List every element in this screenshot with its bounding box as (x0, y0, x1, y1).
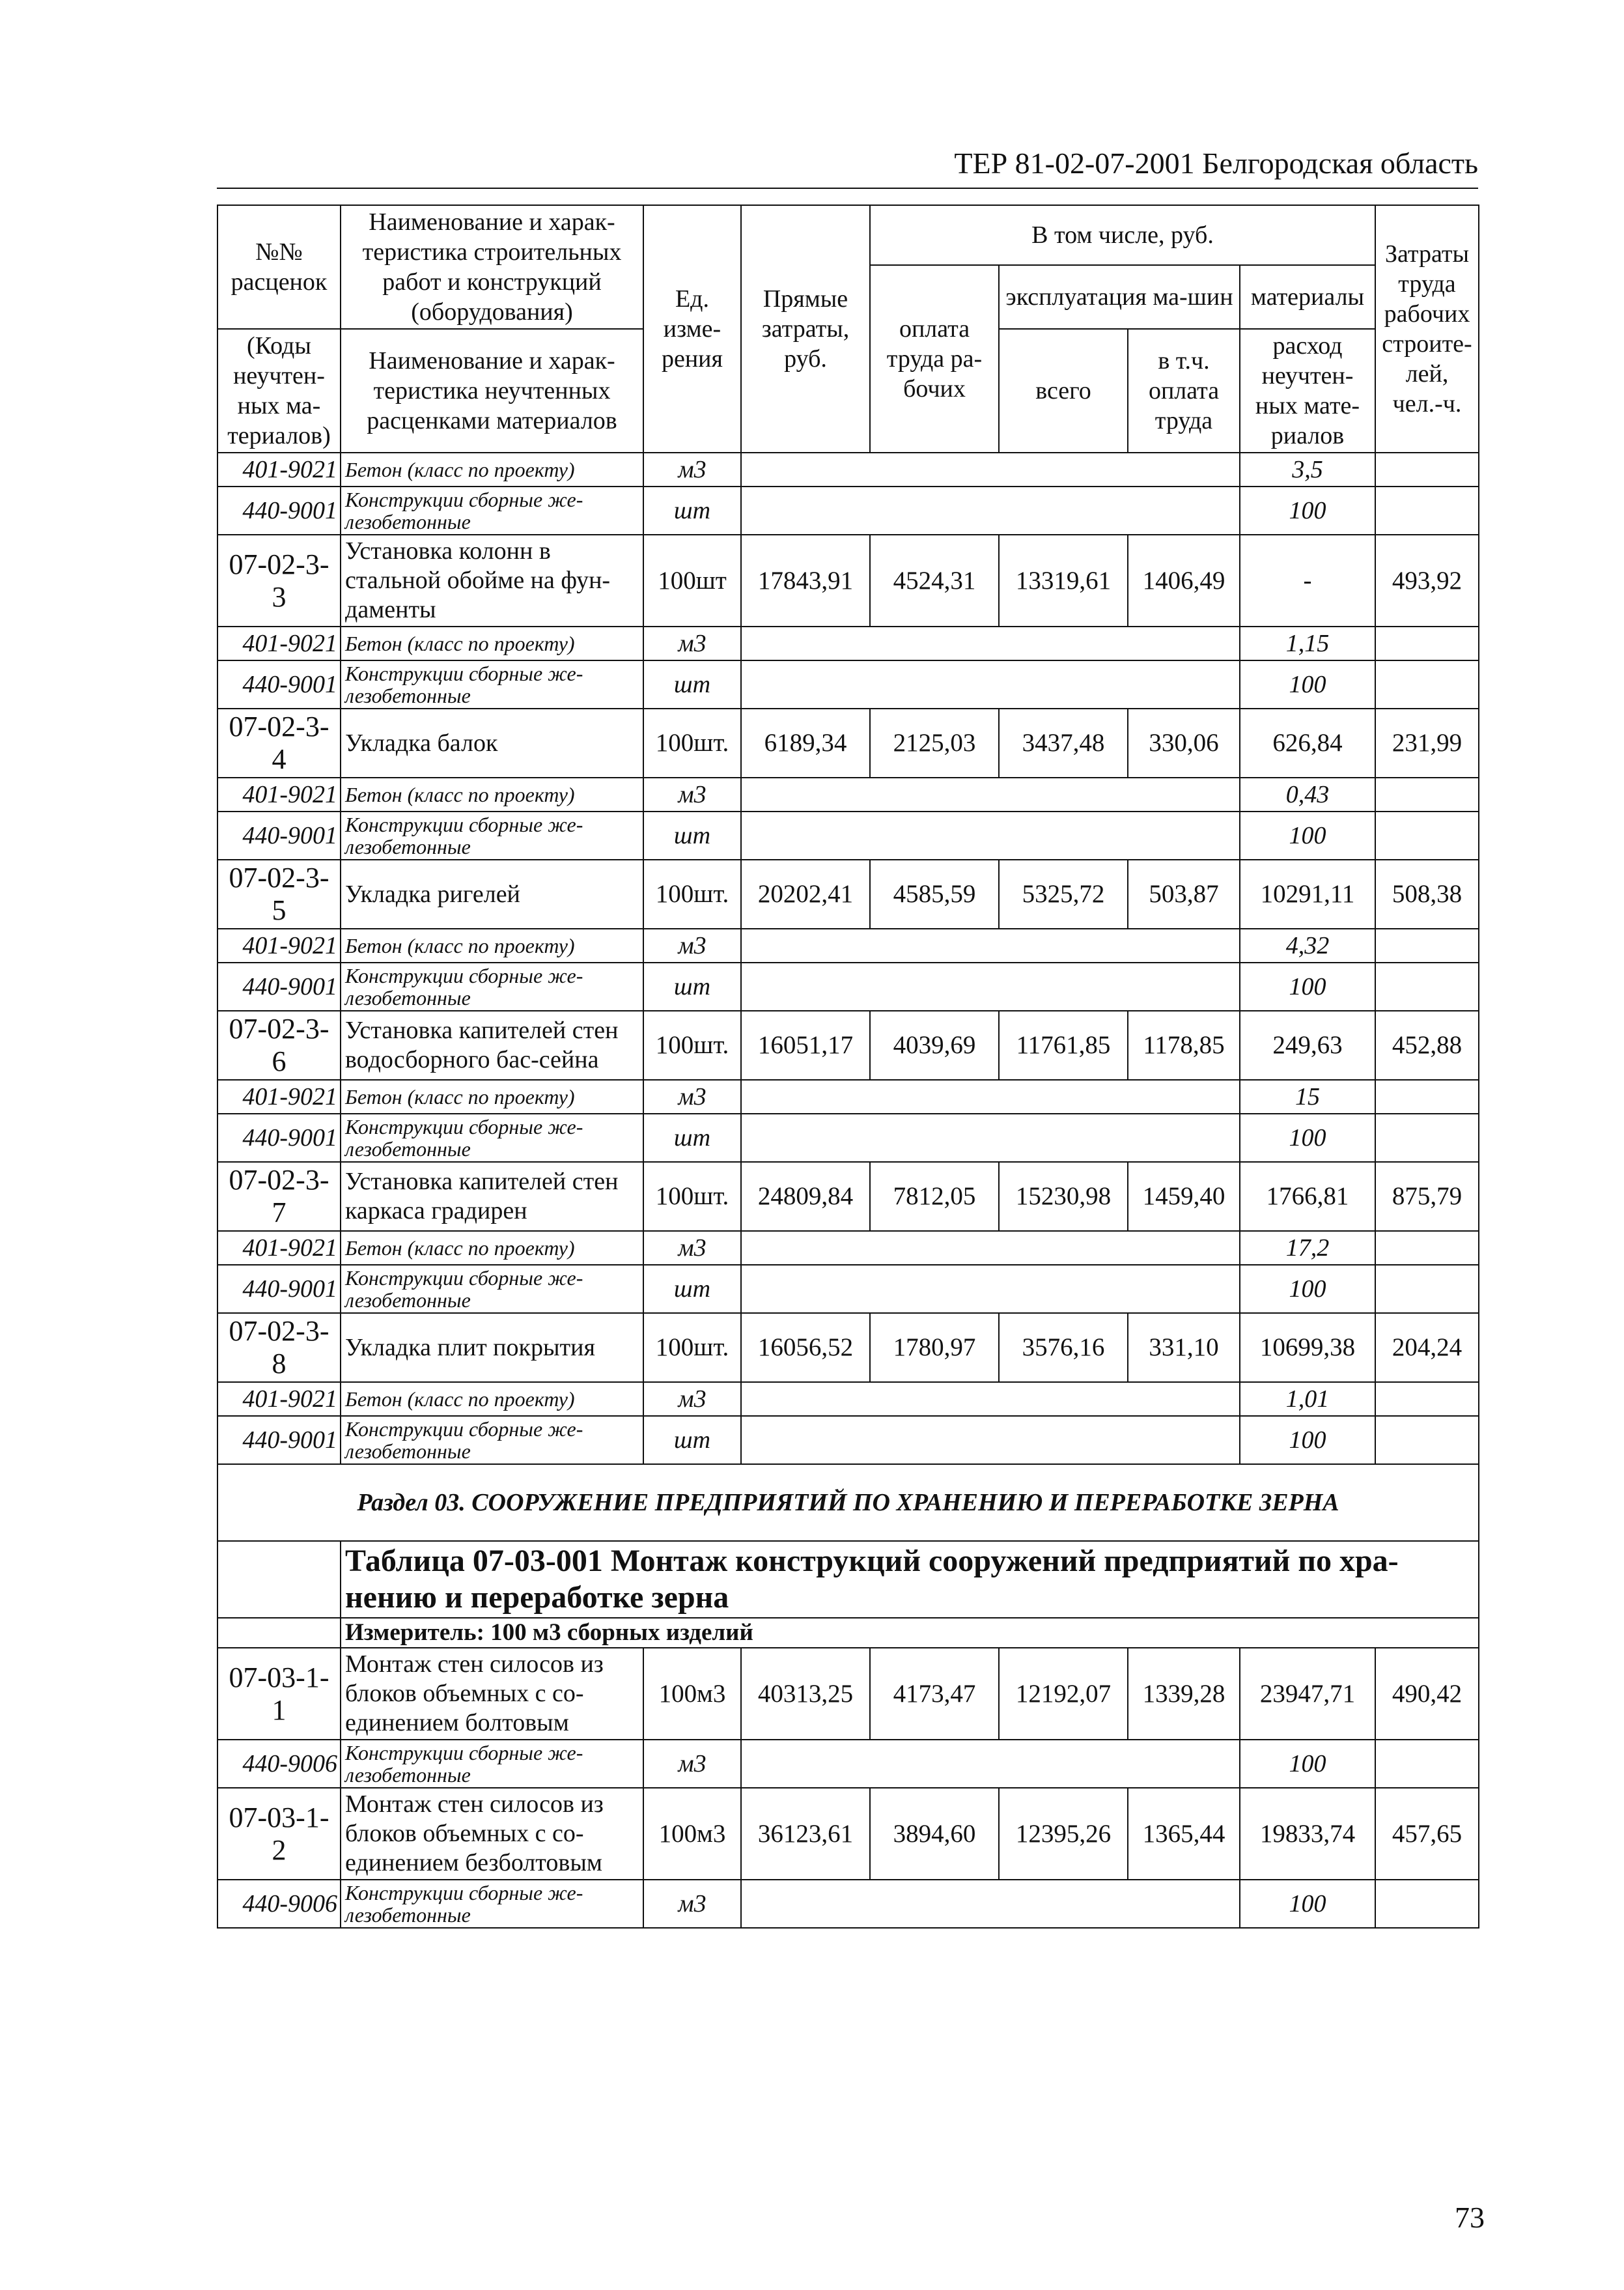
material-unit: шт (643, 487, 741, 535)
material-quantity: 100 (1240, 660, 1375, 709)
material-name: Бетон (класс по проекту) (341, 1080, 643, 1114)
rate-direct-cost: 16056,52 (741, 1313, 870, 1382)
material-code: 440-9001 (217, 963, 341, 1011)
rate-materials-cost: 19833,74 (1240, 1788, 1375, 1880)
material-quantity: 100 (1240, 1740, 1375, 1788)
material-workers-empty (1375, 453, 1479, 487)
material-empty-span (741, 1382, 1240, 1416)
material-quantity: 100 (1240, 487, 1375, 535)
rate-code: 07-02-3-8 (217, 1313, 341, 1382)
material-unit: м3 (643, 1382, 741, 1416)
material-row (217, 963, 1479, 1011)
rate-workers-hours: 508,38 (1375, 860, 1479, 929)
material-name: Конструкции сборные же-лезобетонные (341, 1880, 643, 1928)
material-name: Бетон (класс по проекту) (341, 1382, 643, 1416)
material-row (217, 1114, 1479, 1162)
material-unit: м3 (643, 453, 741, 487)
material-code: 440-9006 (217, 1880, 341, 1928)
rate-workers-hours: 231,99 (1375, 709, 1479, 778)
rate-row (217, 709, 1479, 778)
rate-machine-cost: 11761,85 (999, 1011, 1128, 1080)
col-labor-header: оплата труда ра-бочих (870, 265, 999, 453)
material-name: Конструкции сборные же-лезобетонные (341, 487, 643, 535)
material-workers-empty (1375, 1880, 1479, 1928)
material-row (217, 1740, 1479, 1788)
material-name: Конструкции сборные же-лезобетонные (341, 1265, 643, 1313)
material-name: Бетон (класс по проекту) (341, 627, 643, 660)
material-code: 401-9021 (217, 929, 341, 963)
rate-direct-cost: 24809,84 (741, 1162, 870, 1231)
material-row (217, 1416, 1479, 1464)
rates-table (217, 205, 1479, 1929)
material-row (217, 812, 1479, 860)
rate-unit: 100шт. (643, 1162, 741, 1231)
material-empty-span (741, 929, 1240, 963)
material-workers-empty (1375, 929, 1479, 963)
rate-materials-cost: 1766,81 (1240, 1162, 1375, 1231)
material-workers-empty (1375, 1740, 1479, 1788)
rate-machine-cost: 13319,61 (999, 535, 1128, 627)
rate-direct-cost: 16051,17 (741, 1011, 870, 1080)
material-workers-empty (1375, 963, 1479, 1011)
rate-materials-cost: 10699,38 (1240, 1313, 1375, 1382)
material-row (217, 778, 1479, 812)
material-row (217, 1382, 1479, 1416)
material-code: 440-9001 (217, 1265, 341, 1313)
rate-unit: 100шт. (643, 1313, 741, 1382)
material-name: Конструкции сборные же-лезобетонные (341, 1114, 643, 1162)
rate-row (217, 1162, 1479, 1231)
rate-name: Укладка балок (341, 709, 643, 778)
rate-materials-cost: 10291,11 (1240, 860, 1375, 929)
section-title: Раздел 03. СООРУЖЕНИЕ ПРЕДПРИЯТИЙ ПО ХРАНЕНИЮ И ПЕРЕРАБОТКЕ ЗЕРНА (217, 1464, 1479, 1541)
material-empty-span (741, 778, 1240, 812)
material-workers-empty (1375, 778, 1479, 812)
col-machines-labor-header: в т.ч. оплата труда (1128, 329, 1240, 453)
table-title: Таблица 07-03-001 Монтаж конструкций сооружений предприятий по хра-нению и переработке зерна (341, 1541, 1479, 1618)
rate-workers-hours: 457,65 (1375, 1788, 1479, 1880)
col-materials-sub-header: расход неучтен-ных мате-риалов (1240, 329, 1375, 453)
rate-labor-cost: 3894,60 (870, 1788, 999, 1880)
rate-row (217, 860, 1479, 929)
material-row (217, 1231, 1479, 1265)
material-unit: м3 (643, 1740, 741, 1788)
material-name: Конструкции сборные же-лезобетонные (341, 660, 643, 709)
material-name: Бетон (класс по проекту) (341, 778, 643, 812)
material-unit: м3 (643, 929, 741, 963)
material-empty-span (741, 660, 1240, 709)
material-unit: м3 (643, 778, 741, 812)
material-quantity: 17,2 (1240, 1231, 1375, 1265)
rate-name: Монтаж стен силосов из блоков объемных с со-единением безболтовым (341, 1788, 643, 1880)
rate-machine-labor-cost: 1178,85 (1128, 1011, 1240, 1080)
material-quantity: 100 (1240, 1416, 1375, 1464)
rate-code: 07-02-3-7 (217, 1162, 341, 1231)
material-empty-span (741, 453, 1240, 487)
measure-empty (217, 1618, 341, 1648)
material-row (217, 660, 1479, 709)
rate-code: 07-02-3-4 (217, 709, 341, 778)
material-unit: м3 (643, 1080, 741, 1114)
material-empty-span (741, 1265, 1240, 1313)
material-row (217, 453, 1479, 487)
material-empty-span (741, 1416, 1240, 1464)
rate-machine-labor-cost: 330,06 (1128, 709, 1240, 778)
material-name: Конструкции сборные же-лезобетонные (341, 963, 643, 1011)
material-name: Бетон (класс по проекту) (341, 929, 643, 963)
material-unit: шт (643, 1416, 741, 1464)
rate-row (217, 1788, 1479, 1880)
material-row (217, 1080, 1479, 1114)
material-empty-span (741, 963, 1240, 1011)
material-name: Конструкции сборные же-лезобетонные (341, 1416, 643, 1464)
rate-workers-hours: 452,88 (1375, 1011, 1479, 1080)
col-name-header: Наименование и харак-теристика строительных работ и конструкций (оборудования) (341, 205, 643, 329)
material-empty-span (741, 1231, 1240, 1265)
material-workers-empty (1375, 1382, 1479, 1416)
material-workers-empty (1375, 812, 1479, 860)
material-code: 440-9001 (217, 812, 341, 860)
material-quantity: 100 (1240, 1880, 1375, 1928)
rate-direct-cost: 40313,25 (741, 1648, 870, 1740)
material-code: 440-9006 (217, 1740, 341, 1788)
material-code: 401-9021 (217, 778, 341, 812)
material-workers-empty (1375, 1114, 1479, 1162)
material-quantity: 15 (1240, 1080, 1375, 1114)
rate-name: Установка колонн в стальной обойме на фун-даменты (341, 535, 643, 627)
header-row-1 (217, 205, 1479, 265)
measure-text: Измеритель: 100 м3 сборных изделий (341, 1618, 1479, 1648)
rate-machine-labor-cost: 503,87 (1128, 860, 1240, 929)
material-code: 401-9021 (217, 1382, 341, 1416)
table-title-empty (217, 1541, 341, 1618)
rate-labor-cost: 2125,03 (870, 709, 999, 778)
rate-labor-cost: 7812,05 (870, 1162, 999, 1231)
rate-machine-cost: 3576,16 (999, 1313, 1128, 1382)
section-row (217, 1464, 1479, 1541)
col-unit-header: Ед. изме-рения (643, 205, 741, 453)
material-quantity: 100 (1240, 1265, 1375, 1313)
rate-machine-labor-cost: 1459,40 (1128, 1162, 1240, 1231)
rate-machine-labor-cost: 1406,49 (1128, 535, 1240, 627)
material-quantity: 3,5 (1240, 453, 1375, 487)
material-name: Бетон (класс по проекту) (341, 1231, 643, 1265)
rate-workers-hours: 490,42 (1375, 1648, 1479, 1740)
col-workers-header: Затраты труда рабочих строите-лей, чел.-ч. (1375, 205, 1479, 453)
rate-unit: 100м3 (643, 1648, 741, 1740)
material-empty-span (741, 1740, 1240, 1788)
material-unit: шт (643, 963, 741, 1011)
material-workers-empty (1375, 1416, 1479, 1464)
document-header: ТЕР 81-02-07-2001 Белгородская область (217, 145, 1478, 189)
rate-direct-cost: 6189,34 (741, 709, 870, 778)
material-row (217, 487, 1479, 535)
material-name: Конструкции сборные же-лезобетонные (341, 1740, 643, 1788)
table-title-row (217, 1541, 1479, 1618)
col-direct-header: Прямые затраты, руб. (741, 205, 870, 453)
material-workers-empty (1375, 627, 1479, 660)
material-row (217, 929, 1479, 963)
rate-unit: 100шт. (643, 860, 741, 929)
material-unit: шт (643, 812, 741, 860)
rate-workers-hours: 875,79 (1375, 1162, 1479, 1231)
material-quantity: 0,43 (1240, 778, 1375, 812)
material-empty-span (741, 487, 1240, 535)
material-unit: м3 (643, 1880, 741, 1928)
rate-code: 07-02-3-3 (217, 535, 341, 627)
material-code: 440-9001 (217, 1416, 341, 1464)
measure-row (217, 1618, 1479, 1648)
rate-labor-cost: 4524,31 (870, 535, 999, 627)
material-workers-empty (1375, 1080, 1479, 1114)
material-code: 440-9001 (217, 660, 341, 709)
material-quantity: 100 (1240, 963, 1375, 1011)
rate-machine-cost: 12395,26 (999, 1788, 1128, 1880)
col-machines-total-header: всего (999, 329, 1128, 453)
material-code: 440-9001 (217, 487, 341, 535)
material-empty-span (741, 627, 1240, 660)
rate-row (217, 535, 1479, 627)
material-workers-empty (1375, 660, 1479, 709)
rate-name: Установка капителей стен каркаса градирен (341, 1162, 643, 1231)
rate-row (217, 1648, 1479, 1740)
rate-unit: 100шт. (643, 709, 741, 778)
rate-name: Укладка ригелей (341, 860, 643, 929)
rate-labor-cost: 4173,47 (870, 1648, 999, 1740)
material-row (217, 1265, 1479, 1313)
page-number: 73 (1455, 2201, 1485, 2234)
rate-unit: 100шт. (643, 1011, 741, 1080)
rate-direct-cost: 17843,91 (741, 535, 870, 627)
rate-code: 07-02-3-5 (217, 860, 341, 929)
rate-materials-cost: - (1240, 535, 1375, 627)
material-quantity: 100 (1240, 812, 1375, 860)
rate-machine-labor-cost: 1339,28 (1128, 1648, 1240, 1740)
material-workers-empty (1375, 1265, 1479, 1313)
rate-machine-cost: 15230,98 (999, 1162, 1128, 1231)
rate-labor-cost: 4585,59 (870, 860, 999, 929)
rate-unit: 100м3 (643, 1788, 741, 1880)
material-unit: шт (643, 660, 741, 709)
col-materials-header: материалы (1240, 265, 1375, 329)
rate-labor-cost: 1780,97 (870, 1313, 999, 1382)
material-row (217, 627, 1479, 660)
material-name: Конструкции сборные же-лезобетонные (341, 812, 643, 860)
material-unit: шт (643, 1114, 741, 1162)
material-quantity: 1,01 (1240, 1382, 1375, 1416)
material-unit: м3 (643, 1231, 741, 1265)
material-code: 401-9021 (217, 1231, 341, 1265)
material-code: 401-9021 (217, 1080, 341, 1114)
col-code-sub-header: (Коды неучтен-ных ма-териалов) (217, 329, 341, 453)
rate-machine-cost: 3437,48 (999, 709, 1128, 778)
material-empty-span (741, 1080, 1240, 1114)
col-machines-header: эксплуатация ма-шин (999, 265, 1240, 329)
rate-name: Монтаж стен силосов из блоков объемных с со-единением болтовым (341, 1648, 643, 1740)
rate-code: 07-03-1-1 (217, 1648, 341, 1740)
rate-machine-cost: 5325,72 (999, 860, 1128, 929)
rate-name: Установка капителей стен водосборного бас-сейна (341, 1011, 643, 1080)
col-incl-header: В том числе, руб. (870, 205, 1375, 265)
material-code: 401-9021 (217, 453, 341, 487)
rate-workers-hours: 204,24 (1375, 1313, 1479, 1382)
material-empty-span (741, 1114, 1240, 1162)
rate-workers-hours: 493,92 (1375, 535, 1479, 627)
rate-direct-cost: 36123,61 (741, 1788, 870, 1880)
rate-code: 07-03-1-2 (217, 1788, 341, 1880)
rate-machine-labor-cost: 331,10 (1128, 1313, 1240, 1382)
rate-materials-cost: 249,63 (1240, 1011, 1375, 1080)
rate-labor-cost: 4039,69 (870, 1011, 999, 1080)
rate-unit: 100шт (643, 535, 741, 627)
col-name-sub-header: Наименование и харак-теристика неучтенных расценками материалов (341, 329, 643, 453)
material-quantity: 100 (1240, 1114, 1375, 1162)
material-unit: м3 (643, 627, 741, 660)
material-workers-empty (1375, 1231, 1479, 1265)
material-quantity: 1,15 (1240, 627, 1375, 660)
material-quantity: 4,32 (1240, 929, 1375, 963)
rate-row (217, 1313, 1479, 1382)
material-empty-span (741, 812, 1240, 860)
rate-materials-cost: 23947,71 (1240, 1648, 1375, 1740)
material-unit: шт (643, 1265, 741, 1313)
material-row (217, 1880, 1479, 1928)
rate-row (217, 1011, 1479, 1080)
rate-materials-cost: 626,84 (1240, 709, 1375, 778)
rate-machine-labor-cost: 1365,44 (1128, 1788, 1240, 1880)
material-workers-empty (1375, 487, 1479, 535)
col-code-header: №№ расценок (217, 205, 341, 329)
material-code: 440-9001 (217, 1114, 341, 1162)
material-code: 401-9021 (217, 627, 341, 660)
material-name: Бетон (класс по проекту) (341, 453, 643, 487)
material-empty-span (741, 1880, 1240, 1928)
rate-code: 07-02-3-6 (217, 1011, 341, 1080)
rate-name: Укладка плит покрытия (341, 1313, 643, 1382)
rate-machine-cost: 12192,07 (999, 1648, 1128, 1740)
rate-direct-cost: 20202,41 (741, 860, 870, 929)
